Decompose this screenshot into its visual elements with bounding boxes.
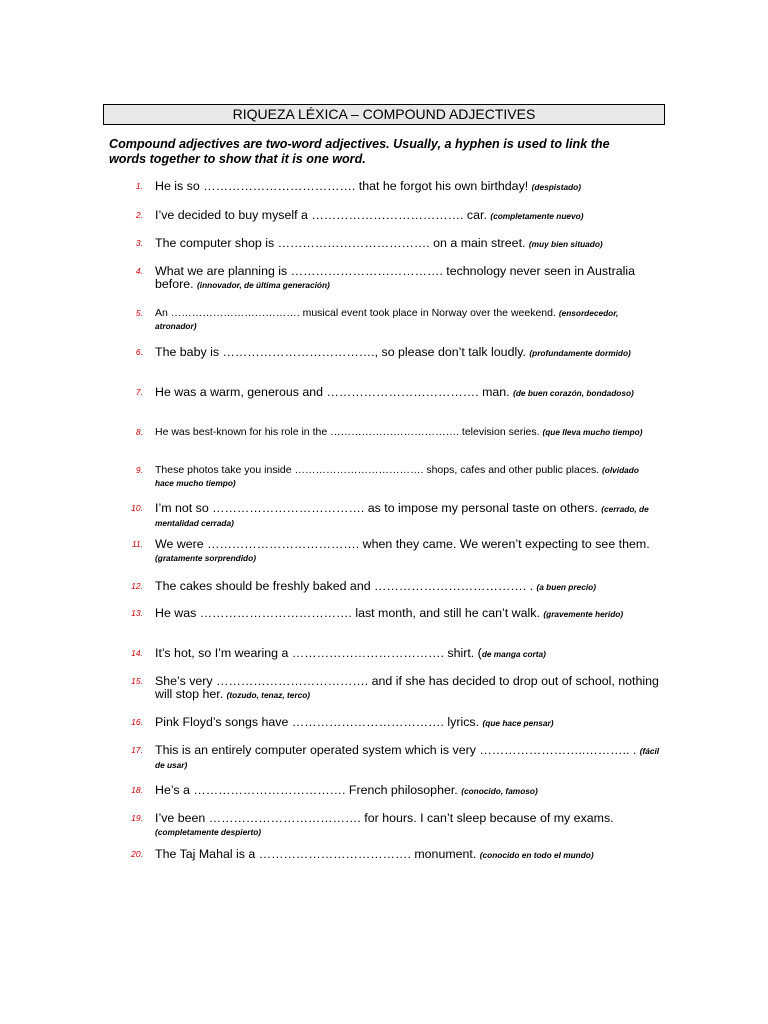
exercise-text: He’s a ………………………………. French philosopher. (155, 783, 462, 797)
exercise-sentence (155, 675, 660, 702)
exercise-sentence (155, 426, 660, 439)
exercise-text: The computer shop is ………………………………. on a main street. (155, 236, 529, 250)
exercise-sentence (155, 744, 660, 772)
exercise-hint: (de buen corazón, bondadoso) (513, 388, 634, 398)
exercise-text: This is an entirely computer operated system which is very ……………………..……….. . (155, 743, 640, 757)
exercise-hint: de manga corta) (481, 649, 546, 659)
exercise-text: I’ve decided to buy myself a ………………………………. car. (155, 208, 491, 222)
exercise-number: 15. (131, 676, 143, 686)
exercise-hint: (gravemente herido) (543, 609, 624, 619)
exercise-sentence (155, 812, 660, 839)
exercise-sentence (155, 502, 660, 530)
exercise-number: 3. (135, 238, 143, 248)
exercise-text: He was a warm, generous and ………………………………. man. (155, 385, 514, 399)
exercise-number: 5. (135, 308, 143, 318)
exercise-sentence (155, 580, 660, 594)
exercise-hint: (tozudo, tenaz, terco) (226, 690, 311, 700)
exercise-text: The Taj Mahal is a ………………………………. monument. (155, 847, 480, 861)
exercise-hint: (que lleva mucho tiempo) (542, 427, 643, 437)
exercise-number: 11. (131, 539, 143, 549)
exercise-number: 10. (131, 503, 143, 513)
exercise-text: Pink Floyd’s songs have ………………………………. lyrics. (155, 715, 483, 729)
exercise-text: I’ve been ………………………………. for hours. I can’t sleep because of my exams. (155, 811, 614, 825)
exercise-text: An ………………………………. musical event took place in Norway over the weekend. (155, 307, 559, 319)
exercise-hint: (completamente despierto) (155, 827, 262, 837)
exercise-text: The cakes should be freshly baked and ………………………………. . (155, 579, 537, 593)
exercise-hint: (ensordecedor, atronador) (155, 308, 619, 331)
exercise-text: He is so ………………………………. that he forgot his own birthday! (155, 179, 532, 193)
exercise-sentence (155, 464, 660, 490)
exercise-hint: (cerrado, de mentalidad cerrada) (155, 504, 649, 528)
exercise-number: 16. (131, 717, 143, 727)
exercise-sentence (155, 307, 660, 333)
exercise-number: 2. (135, 210, 143, 220)
exercise-sentence (155, 716, 660, 730)
exercise-sentence (155, 346, 660, 360)
exercise-text: It’s hot, so I’m wearing a ………………………………. shirt. ( (155, 646, 482, 660)
page-title: RIQUEZA LÉXICA – COMPOUND ADJECTIVES (103, 104, 665, 125)
exercise-sentence (155, 265, 660, 292)
exercise-text: I’m not so ………………………………. as to impose my personal taste on others. (155, 501, 602, 515)
exercise-hint: (muy bien situado) (528, 239, 603, 249)
exercise-hint: (fácil de usar) (155, 746, 660, 770)
exercise-sentence (155, 180, 660, 194)
exercise-sentence (155, 386, 660, 400)
exercise-number: 20. (131, 849, 143, 859)
exercise-number: 17. (131, 745, 143, 755)
exercise-hint: (profundamente dormido) (529, 348, 631, 358)
exercise-text: He was best-known for his role in the ………………………………. television series. (155, 426, 543, 438)
exercise-sentence (155, 607, 660, 621)
exercise-hint: (que hace pensar) (482, 718, 554, 728)
exercise-number: 19. (131, 813, 143, 823)
exercise-text: He was ………………………………. last month, and still he can’t walk. (155, 606, 544, 620)
exercise-text: We were ………………………………. when they came. We weren’t expecting to see them. (155, 537, 650, 551)
exercise-number: 14. (131, 648, 143, 658)
exercise-number: 8. (135, 427, 143, 437)
exercise-hint: (olvidado hace mucho tiempo) (155, 465, 639, 488)
exercise-sentence (155, 647, 660, 661)
exercise-hint: (despistado) (531, 182, 581, 192)
exercise-number: 4. (135, 266, 143, 276)
exercise-sentence (155, 848, 660, 862)
exercise-text: She’s very ………………………………. and if she has decided to drop out of school, nothing will stop her. (155, 674, 659, 701)
exercise-text: These photos take you inside ………………………………. shops, cafes and other public places. (155, 464, 603, 476)
exercise-sentence (155, 209, 660, 223)
exercise-sentence (155, 784, 660, 798)
exercise-text: The baby is ………………………………., so please don’t talk loudly. (155, 345, 530, 359)
exercise-hint: (completamente nuevo) (490, 211, 584, 221)
exercise-number: 1. (135, 181, 143, 191)
exercise-number: 7. (135, 387, 143, 397)
exercise-number: 9. (135, 465, 143, 475)
exercise-sentence (155, 237, 660, 251)
exercise-sentence (155, 538, 660, 565)
exercise-hint: (conocido en todo el mundo) (479, 850, 594, 860)
exercise-number: 6. (135, 347, 143, 357)
exercise-number: 18. (131, 785, 143, 795)
exercise-text: What we are planning is ………………………………. technology never seen in Australia before. (155, 264, 635, 291)
exercise-hint: (innovador, de última generación) (197, 280, 330, 290)
exercise-number: 12. (131, 581, 143, 591)
exercise-hint: (a buen precio) (536, 582, 596, 592)
exercise-number: 13. (131, 608, 143, 618)
exercise-hint: (conocido, famoso) (461, 786, 538, 796)
intro-paragraph: Compound adjectives are two-word adjectives. Usually, a hyphen is used to link the words together to show that it is one word. (109, 137, 610, 166)
exercise-hint: (gratamente sorprendido) (155, 553, 256, 563)
